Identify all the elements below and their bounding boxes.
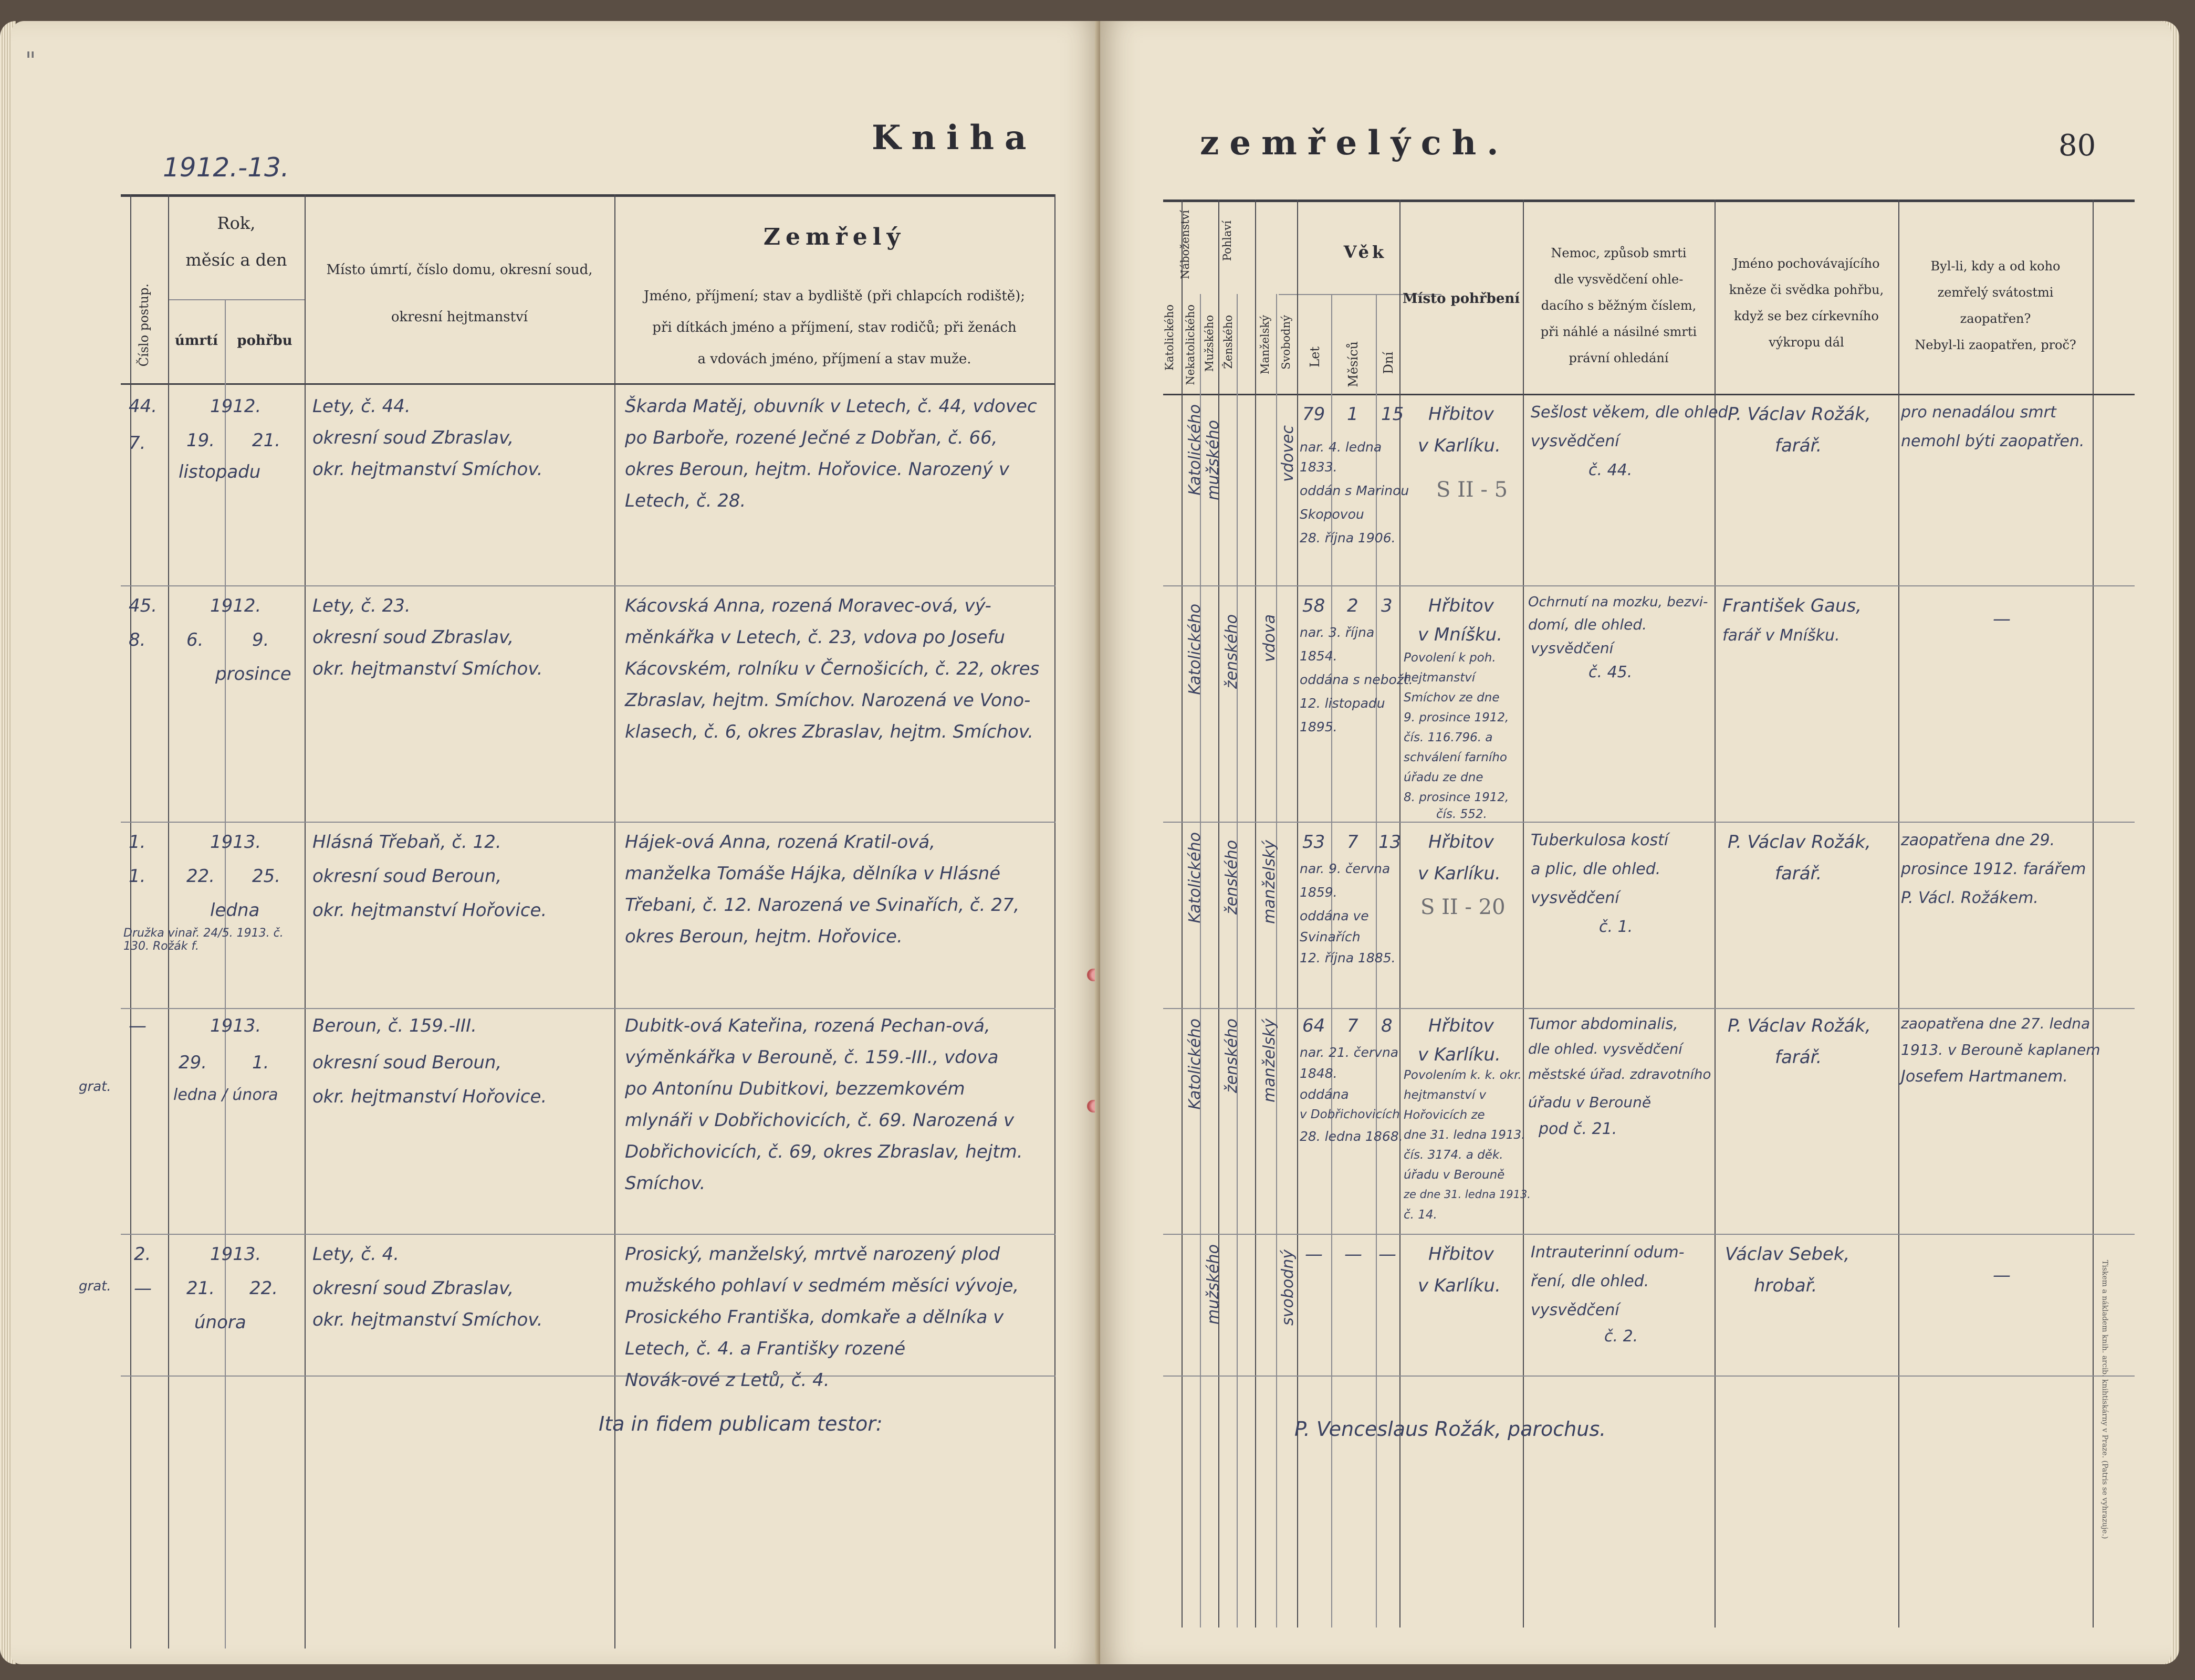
entry-age-days: 13 bbox=[1378, 832, 1402, 853]
entry-age-note: nar. 21. června bbox=[1300, 1045, 1399, 1060]
header-vek: Věk bbox=[1343, 242, 1387, 262]
col-rule bbox=[168, 194, 169, 1648]
header-zenskeho: Ženského bbox=[1222, 315, 1235, 369]
entry-month: února bbox=[194, 1312, 246, 1333]
row-rule bbox=[121, 1234, 1055, 1235]
entry-burial-note: hejtmanství bbox=[1404, 671, 1476, 685]
entry-age-note: nar. 4. ledna bbox=[1300, 439, 1382, 455]
entry-sex: ženského bbox=[1222, 840, 1241, 915]
entry-deceased: Smíchov. bbox=[625, 1173, 706, 1194]
entry-age-days: 3 bbox=[1381, 595, 1393, 616]
header-let: Let bbox=[1308, 346, 1322, 368]
entry-burial-note: hejtmanství v bbox=[1404, 1088, 1487, 1102]
header-sub-rule bbox=[168, 299, 305, 300]
entry-burial-place: Hřbitov bbox=[1428, 595, 1494, 616]
entry-place: okr. hejtmanství Smíchov. bbox=[312, 658, 543, 679]
row-rule bbox=[121, 585, 1055, 586]
entry-year: 1912. bbox=[210, 396, 262, 417]
entry-cause: č. 1. bbox=[1599, 918, 1633, 936]
entry-burial-day: 21. bbox=[252, 430, 281, 451]
entry-number: 45. bbox=[129, 595, 158, 616]
entry-age-note: 1895. bbox=[1300, 719, 1337, 734]
entry-age-note: oddána bbox=[1300, 1087, 1349, 1102]
entry-burial-place: v Karlíku. bbox=[1418, 863, 1501, 884]
entry-cause: městské úřad. zdravotního bbox=[1528, 1067, 1711, 1083]
entry-status: vdovec bbox=[1279, 425, 1297, 482]
entry-year: 1913. bbox=[210, 1244, 262, 1265]
entry-number: — bbox=[129, 1015, 147, 1036]
entry-cause: Intrauterinní odum- bbox=[1531, 1243, 1685, 1262]
header-nabozenstvi: Náboženství bbox=[1179, 210, 1191, 279]
header-zemrely-desc: a vdovách jméno, příjmení a stav muže. bbox=[697, 351, 971, 367]
entry-burial-note: čís. 116.796. a bbox=[1404, 731, 1493, 744]
entry-status: manželský bbox=[1260, 1018, 1279, 1102]
entry-deceased: manželka Tomáše Hájka, dělníka v Hlásné bbox=[625, 863, 1001, 884]
entry-age-years: 58 bbox=[1302, 595, 1325, 616]
entry-number: 1. bbox=[129, 832, 146, 853]
entry-place: Beroun, č. 159.-III. bbox=[312, 1015, 477, 1036]
header-nemoc: dle vysvědčení ohle- bbox=[1554, 272, 1684, 287]
col-rule bbox=[1255, 200, 1256, 1628]
header-kneze: kněze či svědka pohřbu, bbox=[1729, 282, 1884, 297]
col-rule bbox=[1276, 294, 1277, 1628]
entry-section: S II - 5 bbox=[1436, 478, 1508, 502]
header-kneze: výkropu dál bbox=[1769, 335, 1844, 350]
entry-priest: P. Václav Rožák, bbox=[1728, 404, 1871, 425]
entry-religion: Katolického bbox=[1186, 1018, 1204, 1110]
entry-place: Lety, č. 23. bbox=[312, 595, 411, 616]
entry-death-day: 22. bbox=[186, 866, 215, 887]
entry-deceased: Prosický, manželský, mrtvě narozený plod bbox=[625, 1244, 1000, 1265]
row-rule bbox=[121, 822, 1055, 823]
header-svatost: Nebyl-li zaopatřen, proč? bbox=[1915, 338, 2076, 352]
header-bottom-rule bbox=[121, 383, 1055, 385]
entry-place: Hlásná Třebaň, č. 12. bbox=[312, 832, 501, 853]
entry-burial-note: čís. 552. bbox=[1436, 807, 1487, 821]
table-top-rule bbox=[1163, 200, 2135, 202]
header-cislo: Číslo postup. bbox=[137, 284, 151, 367]
entry-deceased: Škarda Matěj, obuvník v Letech, č. 44, vdovec bbox=[625, 396, 1037, 417]
header-dni: Dní bbox=[1381, 352, 1396, 374]
entry-age-note: oddána s nebožt. bbox=[1300, 672, 1413, 687]
entry-burial-place: Hřbitov bbox=[1428, 832, 1494, 853]
page-title-left: Kniha bbox=[872, 118, 1037, 158]
header-svobodny: Svobodný bbox=[1280, 315, 1292, 370]
header-rok: Rok, bbox=[217, 213, 256, 233]
entry-deceased: Třebani, č. 12. Narozená ve Svinařích, č. 27, bbox=[625, 895, 1020, 916]
header-nemoc: dacího s běžným číslem, bbox=[1541, 298, 1697, 313]
entry-place: okresní soud Beroun, bbox=[312, 866, 502, 887]
entry-burial-place: v Mníšku. bbox=[1418, 624, 1503, 645]
entry-month: ledna / února bbox=[173, 1086, 278, 1104]
entry-priest: Václav Sebek, bbox=[1725, 1244, 1850, 1265]
entry-deceased: mlynáři v Dobřichovicích, č. 69. Narozená v bbox=[625, 1110, 1015, 1131]
entry-burial-note: úřadu v Berouně bbox=[1404, 1168, 1505, 1182]
entry-sacraments: prosince 1912. farářem bbox=[1901, 860, 2086, 878]
entry-number: 7. bbox=[129, 433, 146, 454]
entry-cause: a plic, dle ohled. bbox=[1531, 860, 1661, 878]
entry-deceased: měnkářka v Letech, č. 23, vdova po Josefu bbox=[625, 627, 1005, 648]
header-muzskeho: Mužského bbox=[1203, 315, 1216, 372]
entry-death-day: 29. bbox=[179, 1052, 207, 1073]
entry-priest: farář. bbox=[1775, 435, 1822, 456]
printer-imprint: Tiskem a nákladem knih. arcib. knihtiskárny v Praze. (Patris se vyhrazuje.) bbox=[2100, 1260, 2109, 1539]
row-rule bbox=[1163, 585, 2135, 586]
col-rule bbox=[1523, 200, 1524, 1628]
entry-death-day: 6. bbox=[186, 629, 204, 650]
entry-cause: ření, dle ohled. bbox=[1531, 1272, 1649, 1290]
entry-priest: P. Václav Rožák, bbox=[1728, 1015, 1871, 1036]
entry-burial-place: v Karlíku. bbox=[1418, 1275, 1501, 1296]
entry-cause: vysvědčení bbox=[1531, 639, 1614, 657]
entry-age-months: 1 bbox=[1347, 404, 1358, 425]
header-hejtmanstvi: okresní hejtmanství bbox=[391, 309, 528, 325]
entry-sex: mužského bbox=[1204, 420, 1222, 500]
entry-cause: č. 2. bbox=[1604, 1327, 1638, 1346]
entry-cause: Tumor abdominalis, bbox=[1528, 1015, 1678, 1033]
header-kneze: Jméno pochovávajícího bbox=[1733, 256, 1880, 271]
entry-burial-note: úřadu ze dne bbox=[1404, 771, 1483, 784]
entry-deceased: klasech, č. 6, okres Zbraslav, hejtm. Smíchov. bbox=[625, 721, 1033, 742]
entry-deceased: Zbraslav, hejtm. Smíchov. Narozená ve Vono- bbox=[625, 690, 1031, 711]
entry-age-months: 2 bbox=[1347, 595, 1358, 616]
entry-age-days: — bbox=[1378, 1244, 1396, 1265]
left-page bbox=[11, 21, 1100, 1664]
entry-deceased: Hájek-ová Anna, rozená Kratil-ová, bbox=[625, 832, 935, 853]
header-nemoc: při náhlé a násilné smrti bbox=[1540, 324, 1697, 339]
entry-priest: P. Václav Rožák, bbox=[1728, 832, 1871, 853]
entry-age-note: nar. 9. června bbox=[1300, 861, 1391, 876]
col-rule bbox=[1182, 200, 1183, 1628]
entry-age-note: v Dobřichovicích bbox=[1300, 1108, 1400, 1121]
entry-burial-place: v Karlíku. bbox=[1418, 435, 1501, 456]
entry-deceased: Novák-ové z Letů, č. 4. bbox=[625, 1370, 830, 1391]
entry-priest: František Gaus, bbox=[1722, 595, 1862, 616]
entry-number: — bbox=[134, 1278, 152, 1299]
right-page bbox=[1100, 21, 2171, 1664]
entry-cause: Ochrnutí na mozku, bezvi- bbox=[1528, 594, 1708, 610]
entry-priest: farář. bbox=[1775, 863, 1822, 884]
entry-age-note: 1854. bbox=[1300, 648, 1337, 664]
entry-year: 1913. bbox=[210, 832, 262, 853]
entry-number: 2. bbox=[134, 1244, 151, 1265]
header-pohrbu: pohřbu bbox=[237, 333, 292, 349]
entry-age-note: Svinařích bbox=[1300, 929, 1361, 944]
entry-burial-day: 22. bbox=[249, 1278, 278, 1299]
header-nemoc: právní ohledání bbox=[1569, 351, 1669, 365]
col-rule bbox=[225, 299, 226, 1648]
entry-month: ledna bbox=[210, 900, 260, 921]
entry-year: 1912. bbox=[210, 595, 262, 616]
col-rule bbox=[1054, 194, 1055, 1648]
entry-sacraments: zaopatřena dne 27. ledna bbox=[1901, 1015, 2091, 1032]
entry-cause: vysvědčení bbox=[1531, 432, 1619, 450]
entry-age-days: 15 bbox=[1381, 404, 1404, 425]
entry-death-day: 19. bbox=[186, 430, 215, 451]
entry-number: 1. bbox=[129, 866, 146, 887]
col-rule bbox=[1898, 200, 1899, 1628]
entry-status: manželský bbox=[1260, 840, 1279, 924]
entry-cause: č. 44. bbox=[1588, 461, 1633, 479]
entry-religion: Katolického bbox=[1186, 832, 1204, 923]
entry-religion: Katolického bbox=[1186, 604, 1204, 695]
entry-burial-place: Hřbitov bbox=[1428, 404, 1494, 425]
entry-cause: dle ohled. vysvědčení bbox=[1528, 1041, 1682, 1057]
entry-cause: vysvědčení bbox=[1531, 1301, 1619, 1319]
entry-sacraments: pro nenadálou smrt bbox=[1901, 403, 2056, 422]
entry-age-years: 79 bbox=[1302, 404, 1325, 425]
entry-cause: vysvědčení bbox=[1531, 889, 1619, 907]
entry-burial-note: č. 14. bbox=[1404, 1208, 1437, 1222]
entry-place: okresní soud Zbraslav, bbox=[312, 427, 514, 448]
entry-age-note: nar. 3. října bbox=[1300, 625, 1375, 640]
entry-sacraments: 1913. v Berouně kaplanem bbox=[1901, 1041, 2100, 1058]
entry-cause: č. 45. bbox=[1588, 663, 1633, 681]
header-svatost: zaopatřen? bbox=[1960, 311, 2031, 326]
row-rule bbox=[1163, 1376, 2135, 1377]
entry-priest: farář v Mníšku. bbox=[1722, 626, 1840, 645]
entry-religion: Katolického bbox=[1186, 404, 1204, 496]
entry-age-note: Skopovou bbox=[1300, 507, 1364, 522]
entry-place: okresní soud Beroun, bbox=[312, 1052, 502, 1073]
col-rule bbox=[1218, 200, 1219, 1628]
entry-burial-day: 1. bbox=[252, 1052, 269, 1073]
entry-place: okresní soud Zbraslav, bbox=[312, 627, 514, 648]
entry-sex: ženského bbox=[1222, 1018, 1241, 1094]
pencil-mark: " bbox=[25, 47, 36, 74]
header-kneze: když se bez církevního bbox=[1734, 309, 1879, 323]
entry-sacraments: — bbox=[1993, 608, 2011, 629]
entry-year: 1913. bbox=[210, 1015, 262, 1036]
entry-deceased: Prosického Františka, domkaře a dělníka v bbox=[625, 1307, 1004, 1328]
entry-cause: úřadu v Berouně bbox=[1528, 1094, 1652, 1111]
header-mesic-den: měsíc a den bbox=[185, 250, 287, 270]
entry-age-note: 12. listopadu bbox=[1300, 696, 1385, 711]
entry-cause: Tuberkulosa kostí bbox=[1531, 831, 1669, 849]
entry-deceased: výměnkářka v Berouně, č. 159.-III., vdova bbox=[625, 1047, 999, 1068]
entry-age-note: 28. října 1906. bbox=[1300, 530, 1396, 545]
header-zemrely: Zemřelý bbox=[763, 224, 906, 250]
entry-deceased: Kácovská Anna, rozená Moravec-ová, vý- bbox=[625, 595, 991, 616]
col-rule bbox=[1237, 294, 1238, 1628]
entry-deceased: okres Beroun, hejtm. Hořovice. bbox=[625, 926, 903, 947]
header-nemoc: Nemoc, způsob smrti bbox=[1551, 246, 1687, 260]
header-nekatolickeho: Nekatolického bbox=[1184, 304, 1197, 385]
entry-place: okr. hejtmanství Hořovice. bbox=[312, 900, 547, 921]
entry-sex: ženského bbox=[1222, 614, 1241, 689]
entry-age-note: 1859. bbox=[1300, 885, 1337, 900]
entry-deceased: po Antonínu Dubitkovi, bezzemkovém bbox=[625, 1078, 965, 1099]
entry-burial-note: Smíchov ze dne bbox=[1404, 691, 1500, 705]
entry-deceased: mužského pohlaví v sedmém měsíci vývoje, bbox=[625, 1275, 1019, 1296]
header-bottom-rule bbox=[1163, 394, 2135, 395]
entry-burial-day: 25. bbox=[252, 866, 281, 887]
entry-cause: Sešlost věkem, dle ohled. bbox=[1531, 403, 1733, 422]
attestation: Ita in fidem publicam testor: bbox=[599, 1412, 883, 1435]
entry-cause: domí, dle ohled. bbox=[1528, 616, 1647, 633]
header-misto: Místo úmrtí, číslo domu, okresní soud, bbox=[326, 262, 593, 278]
table-top-rule bbox=[121, 194, 1055, 197]
entry-priest: hrobař. bbox=[1754, 1275, 1817, 1296]
entry-place: okresní soud Zbraslav, bbox=[312, 1278, 514, 1299]
entry-deceased: Dobřichovicích, č. 69, okres Zbraslav, hejtm. bbox=[625, 1141, 1023, 1162]
entry-burial-note: 8. prosince 1912, bbox=[1404, 791, 1509, 804]
row-rule bbox=[121, 1008, 1055, 1009]
entry-deceased: Dubitk-ová Kateřina, rozená Pechan-ová, bbox=[625, 1015, 990, 1036]
entry-status: svobodný bbox=[1279, 1250, 1297, 1326]
header-zemrely-desc: při dítkách jméno a příjmení, stav rodičů; při ženách bbox=[652, 320, 1017, 335]
page-number: 80 bbox=[2058, 129, 2096, 163]
entry-burial-place: Hřbitov bbox=[1428, 1015, 1494, 1036]
entry-age-years: 64 bbox=[1302, 1015, 1325, 1036]
entry-age-note: 1833. bbox=[1300, 459, 1337, 475]
entry-sacraments: P. Václ. Rožákem. bbox=[1901, 889, 2039, 907]
header-mesicu: Měsíců bbox=[1346, 341, 1361, 387]
entry-burial-day: 9. bbox=[252, 629, 269, 650]
entry-sacraments: zaopatřena dne 29. bbox=[1901, 831, 2055, 849]
parish-priest-signature: P. Venceslaus Rožák, parochus. bbox=[1294, 1418, 1606, 1441]
col-rule bbox=[1297, 200, 1298, 1628]
entry-number: 44. bbox=[129, 396, 158, 417]
entry-burial-note: Povolením k. k. okr. bbox=[1404, 1068, 1522, 1082]
entry-sacraments: nemohl býti zaopatřen. bbox=[1901, 432, 2085, 450]
entry-margin-note: Družka vinař. 24/5. 1913. č. 130. Rožák f. bbox=[123, 927, 284, 953]
header-pohlavi: Pohlaví bbox=[1221, 220, 1234, 261]
header-svatost: zemřelý svátostmi bbox=[1937, 285, 2054, 300]
entry-age-note: oddána ve bbox=[1300, 908, 1369, 923]
header-svatost: Byl-li, kdy a od koho bbox=[1930, 259, 2061, 274]
row-rule bbox=[1163, 1008, 2135, 1009]
entry-age-years: 53 bbox=[1302, 832, 1325, 853]
entry-burial-note: Povolení k poh. bbox=[1404, 651, 1496, 665]
year-range: 1912.-13. bbox=[163, 152, 289, 183]
entry-burial-note: Hořovicích ze bbox=[1404, 1108, 1485, 1122]
entry-month: prosince bbox=[215, 664, 291, 685]
header-katolickeho: Katolického bbox=[1163, 304, 1176, 371]
entry-burial-note: dne 31. ledna 1913. bbox=[1404, 1128, 1525, 1142]
entry-burial-place: v Karlíku. bbox=[1418, 1044, 1501, 1065]
entry-deceased: Letech, č. 4. a Františky rozené bbox=[625, 1338, 906, 1359]
col-rule bbox=[2093, 200, 2094, 1628]
entry-death-day: 21. bbox=[186, 1278, 215, 1299]
header-manzelsky: Manželský bbox=[1259, 315, 1271, 375]
entry-cause: pod č. 21. bbox=[1539, 1120, 1617, 1138]
entry-age-months: 7 bbox=[1347, 1015, 1358, 1036]
entry-burial-place: Hřbitov bbox=[1428, 1244, 1494, 1265]
entry-deceased: okres Beroun, hejtm. Hořovice. Narozený v bbox=[625, 459, 1009, 480]
row-rule bbox=[1163, 822, 2135, 823]
entry-place: Lety, č. 44. bbox=[312, 396, 411, 417]
entry-priest: farář. bbox=[1775, 1047, 1822, 1068]
entry-deceased: po Barboře, rozené Ječné z Dobřan, č. 66, bbox=[625, 427, 998, 448]
header-zemrely-desc: Jméno, příjmení; stav a bydliště (při chlapcích rodiště); bbox=[643, 288, 1026, 304]
entry-status: vdova bbox=[1260, 614, 1279, 663]
entry-margin-note: grat. bbox=[79, 1278, 111, 1294]
entry-place: okr. hejtmanství Smíchov. bbox=[312, 459, 543, 480]
entry-age-months: 7 bbox=[1347, 832, 1358, 853]
entry-age-note: 12. října 1885. bbox=[1300, 950, 1396, 965]
entry-deceased: Kácovském, rolníku v Černošicích, č. 22, okres bbox=[625, 658, 1040, 679]
entry-sex: mužského bbox=[1204, 1244, 1222, 1325]
entry-number: 8. bbox=[129, 629, 146, 650]
entry-age-note: 28. ledna 1868. bbox=[1300, 1129, 1403, 1144]
entry-burial-note: čís. 3174. a děk. bbox=[1404, 1148, 1503, 1162]
entry-age-years: — bbox=[1305, 1244, 1323, 1265]
entry-month: listopadu bbox=[179, 461, 261, 482]
entry-place: okr. hejtmanství Smíchov. bbox=[312, 1309, 543, 1330]
entry-age-days: 8 bbox=[1381, 1015, 1393, 1036]
entry-sacraments: Josefem Hartmanem. bbox=[1901, 1067, 2068, 1086]
entry-age-months: — bbox=[1344, 1244, 1362, 1265]
entry-burial-note: schválení farního bbox=[1404, 751, 1507, 764]
header-misto-pohrbu: Místo pohřbení bbox=[1402, 291, 1520, 307]
entry-age-note: oddán s Marinou bbox=[1300, 483, 1409, 498]
page-title-right: zemřelých. bbox=[1200, 123, 1509, 163]
entry-margin-note: grat. bbox=[79, 1079, 111, 1095]
entry-sacraments: — bbox=[1993, 1265, 2011, 1286]
row-rule bbox=[1163, 1234, 2135, 1235]
col-rule bbox=[305, 194, 306, 1648]
header-umrti: úmrtí bbox=[175, 333, 218, 349]
entry-burial-note: ze dne 31. ledna 1913. bbox=[1404, 1188, 1531, 1201]
entry-burial-note: 9. prosince 1912, bbox=[1404, 711, 1509, 724]
entry-deceased: Letech, č. 28. bbox=[625, 490, 746, 511]
entry-place: Lety, č. 4. bbox=[312, 1244, 400, 1265]
row-rule bbox=[121, 1376, 1055, 1377]
entry-place: okr. hejtmanství Hořovice. bbox=[312, 1086, 547, 1107]
entry-age-note: 1848. bbox=[1300, 1066, 1337, 1081]
entry-section: S II - 20 bbox=[1420, 895, 1506, 919]
